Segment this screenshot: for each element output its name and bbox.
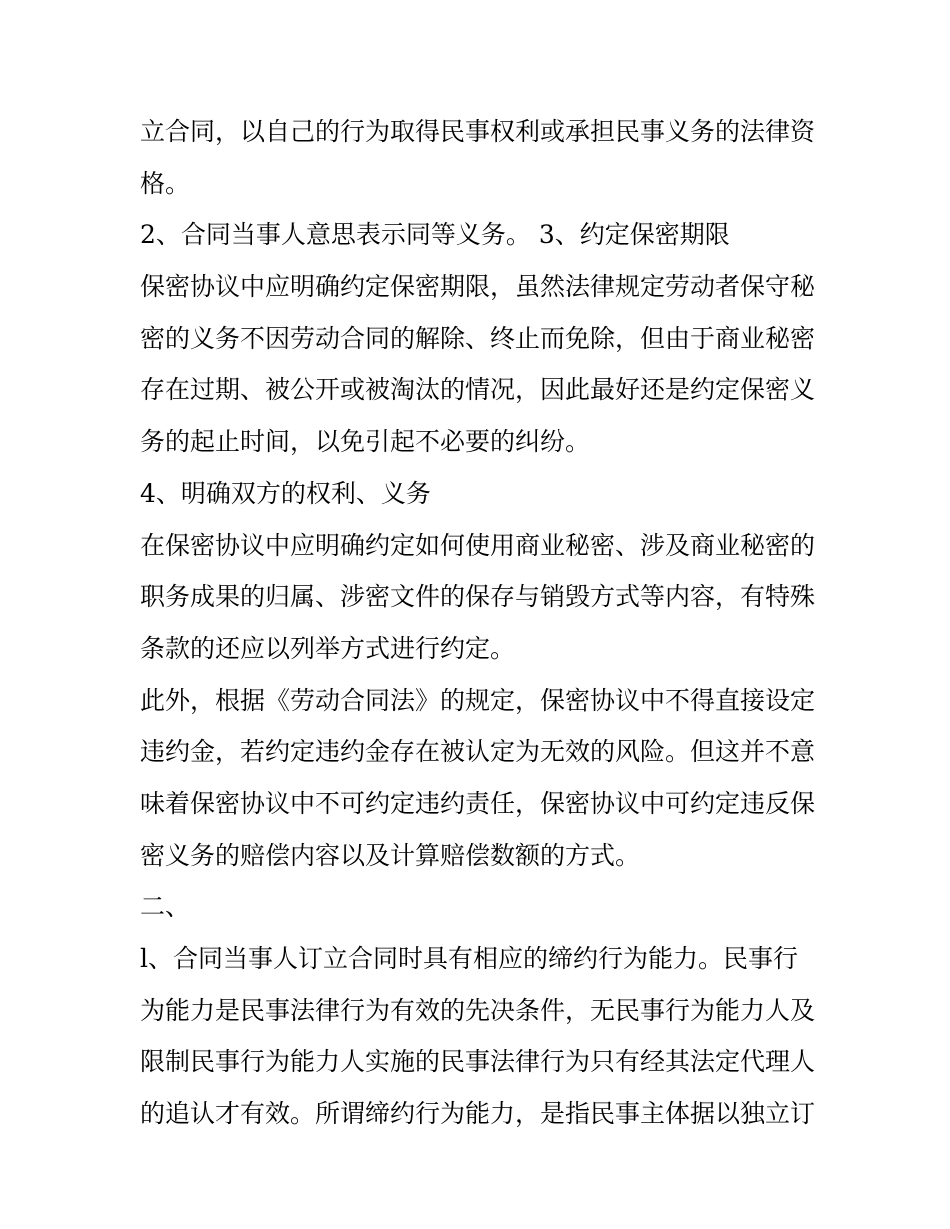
text-line: 违约金，若约定违约金存在被认定为无效的风险。但这并不意 bbox=[140, 737, 816, 767]
text-line: 限制民事行为能力人实施的民事法律行为只有经其法定代理人 bbox=[140, 1047, 816, 1077]
text-line: 立合同，以自己的行为取得民事权利或承担民事义务的法律资 bbox=[140, 117, 816, 146]
text-line: l、合同当事人订立合同时具有相应的缔约行为能力。民事行 bbox=[140, 944, 798, 973]
text-line: 2、合同当事人意思表示同等义务。 3、约定保密期限 bbox=[140, 220, 730, 250]
text-line: 保密协议中应明确约定保密期限，虽然法律规定劳动者保守秘 bbox=[140, 272, 816, 302]
document-body bbox=[140, 106, 820, 1140]
text-line: 在保密协议中应明确约定如何使用商业秘密、涉及商业秘密的 bbox=[140, 530, 816, 560]
text-line: 格。 bbox=[140, 168, 191, 198]
text-line: 二、 bbox=[140, 892, 191, 922]
text-line: 职务成果的归属、涉密文件的保存与销毁方式等内容，有特殊 bbox=[140, 582, 816, 612]
text-line: 此外，根据《劳动合同法》的规定，保密协议中不得直接设定 bbox=[140, 685, 816, 715]
text-line: 为能力是民事法律行为有效的先决条件，无民事行为能力人及 bbox=[140, 995, 816, 1025]
text-line: 条款的还应以列举方式进行约定。 bbox=[140, 633, 516, 663]
text-line: 4、明确双方的权利、义务 bbox=[140, 478, 431, 508]
text-line: 密义务的赔偿内容以及计算赔偿数额的方式。 bbox=[140, 840, 641, 870]
text-line: 密的义务不因劳动合同的解除、终止而免除，但由于商业秘密 bbox=[140, 323, 816, 353]
text-line: 味着保密协议中不可约定违约责任，保密协议中可约定违反保 bbox=[140, 788, 816, 818]
text-line: 存在过期、被公开或被淘汰的情况，因此最好还是约定保密义 bbox=[140, 375, 816, 405]
text-line: 务的起止时间，以免引起不必要的纠纷。 bbox=[140, 427, 591, 457]
text-line: 的追认才有效。所谓缔约行为能力，是指民事主体据以独立订 bbox=[140, 1099, 816, 1129]
